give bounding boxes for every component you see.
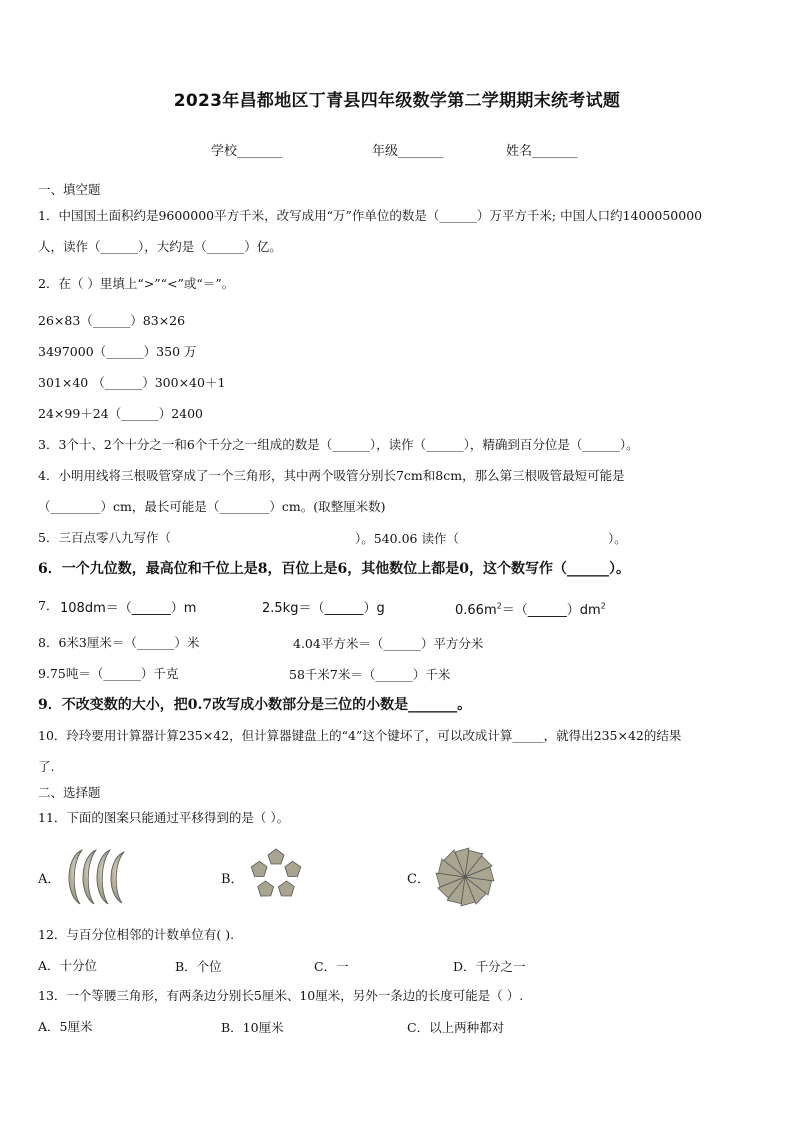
- q2-item: 301×40 （______）300×40＋1: [38, 375, 226, 390]
- q2-item: 24×99＋24（______）2400: [38, 406, 204, 421]
- q9-text: 9．不改变数的大小，把0.7改写成小数部分是三位的小数是_______。: [38, 697, 472, 713]
- section-multiple-choice-heading: 二、选择题: [38, 785, 101, 800]
- q12-option-b: B．个位: [175, 959, 222, 974]
- q1-line2: 人，读作（______），大约是（______）亿。: [38, 239, 282, 254]
- q8-part-d: 58千米7米＝（______）千米: [289, 667, 451, 682]
- q11-option-b-label: B．: [221, 872, 244, 887]
- grade-field: 年级_______: [372, 144, 444, 159]
- q13-option-b: B．10厘米: [221, 1020, 284, 1035]
- q5-part2: ）。540.06 读作（: [355, 531, 459, 546]
- q7-number: 7．: [38, 598, 59, 613]
- q8-part-a: 8．6米3厘米＝（______）米: [38, 635, 200, 650]
- q13-stem: 13．一个等腰三角形，有两条边分别长5厘米、10厘米，另外一条边的长度可能是（ ）.: [38, 988, 524, 1003]
- q5-part1: 5．三百点零八九写作（: [38, 530, 171, 545]
- q7-part-c: [455, 599, 606, 618]
- section-fill-blank-heading: 一、填空题: [38, 182, 101, 197]
- pentagon-ring-figure: [246, 847, 306, 903]
- q7-superscript: 2: [600, 601, 606, 611]
- q2-stem: 2．在（ ）里填上“>”“<”或“＝”。: [38, 276, 235, 291]
- crescent-moons-figure: [62, 848, 132, 906]
- q12-stem: 12．与百分位相邻的计数单位有( ).: [38, 927, 235, 942]
- name-field: 姓名_______: [506, 144, 578, 159]
- q4-line2: （________）cm，最长可能是（________）cm。(取整厘米数): [38, 499, 386, 514]
- q12-option-c: C．一: [314, 959, 349, 974]
- q13-option-a: A．5厘米: [38, 1019, 93, 1034]
- q5-part3: ）。: [608, 531, 627, 546]
- q11-option-c-label: C．: [407, 872, 430, 887]
- page-title: 2023年昌都地区丁青县四年级数学第二学期期末统考试题: [173, 91, 621, 111]
- q2-item: 26×83（______）83×26: [38, 313, 186, 328]
- q4-line1: 4．小明用线将三根吸管穿成了一个三角形，其中两个吸管分别长7cm和8cm，那么第三根吸管最短可能是: [38, 468, 625, 483]
- q10-line2: 了.: [38, 759, 55, 774]
- q6-text: 6．一个九位数，最高位和千位上是8，百位上是6，其他数位上都是0，这个数写作（______）。: [38, 561, 630, 577]
- q7-superscript: 2: [496, 601, 502, 611]
- q13-option-c: C．以上两种都对: [407, 1020, 505, 1035]
- q11-option-a-label: A．: [38, 872, 61, 887]
- school-field: 学校_______: [211, 144, 283, 159]
- q12-option-d: D．千分之一: [453, 959, 526, 974]
- q2-item: 3497000（______）350 万: [38, 344, 197, 359]
- q3-text: 3．3个十、2个十分之一和6个千分之一组成的数是（______），读作（______），精确到百分位是（______）。: [38, 437, 639, 452]
- q1-line1: 1．中国国土面积约是9600000平方千米，改写成用“万”作单位的数是（______）万平方千米; 中国人口约1400050000: [38, 208, 703, 223]
- pinwheel-figure: [434, 846, 496, 908]
- q8-part-b: 4.04平方米＝（______）平方分米: [293, 636, 484, 651]
- q12-option-a: A．十分位: [38, 958, 98, 973]
- q8-part-c: 9.75吨＝（______）千克: [38, 666, 179, 681]
- q7-part-c-middle: ＝（______）dm: [501, 603, 601, 618]
- q7-part-a: 108dm＝（______）m: [60, 601, 197, 616]
- q11-stem: 11．下面的图案只能通过平移得到的是（ ）。: [38, 810, 290, 825]
- q10-line1: 10．玲玲要用计算器计算235×42，但计算器键盘上的“4”这个键坏了，可以改成计算_____，就得出235×42的结果: [38, 728, 682, 743]
- q7-part-b: 2.5kg＝（______）g: [262, 601, 385, 616]
- q7-part-c-prefix: 0.66m: [455, 603, 497, 618]
